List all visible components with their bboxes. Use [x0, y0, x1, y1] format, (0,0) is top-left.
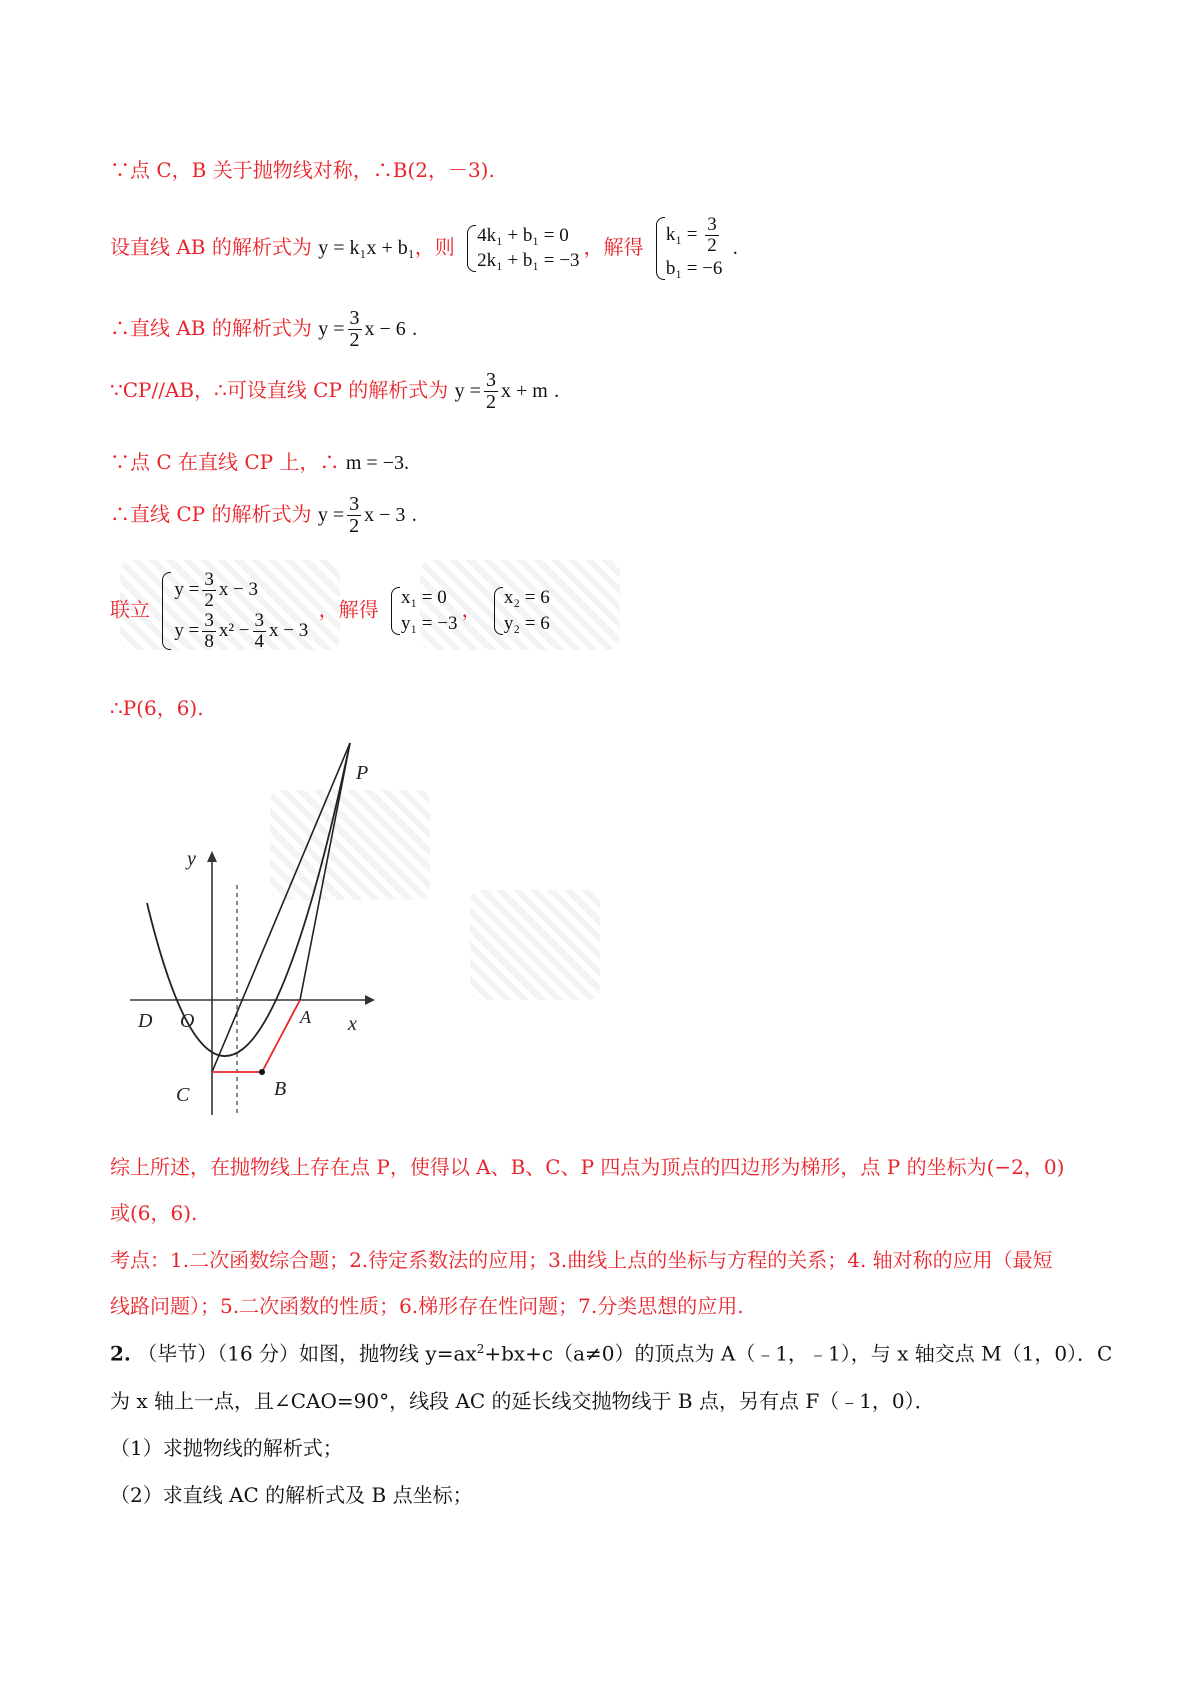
equation-row — [174, 570, 308, 611]
parabola-figure — [110, 735, 410, 1125]
line-ap — [300, 743, 350, 1000]
math-expression: x − 3 — [218, 578, 259, 600]
math-expression: x − 3 — [364, 504, 406, 526]
equation-row: 4k₁ + b₁ = 0 — [477, 224, 569, 246]
solution-line-3 — [110, 308, 417, 351]
conclusion-line-1 — [110, 1157, 1064, 1177]
solution-text: ∴直线 AB 的解析式为 — [110, 316, 312, 340]
solution-text: ，则 — [414, 234, 455, 259]
label-a: A — [300, 1007, 311, 1027]
numerator: 3 — [254, 609, 264, 631]
equation-system — [465, 223, 579, 274]
problem2-question-2 — [110, 1485, 473, 1505]
solution-text: ， — [461, 597, 482, 622]
numerator: 3 — [349, 307, 360, 329]
denominator: 4 — [254, 630, 264, 652]
solution-line-6 — [110, 494, 417, 537]
denominator: 2 — [707, 234, 717, 256]
solution-text: ，解得 — [583, 234, 644, 259]
conclusion-line-2 — [110, 1203, 197, 1223]
segment-ba — [262, 1000, 300, 1072]
math-expression: y = — [317, 504, 345, 526]
fraction — [202, 611, 216, 652]
label-x: x — [348, 1013, 357, 1035]
equation-row: b₁ = −6 — [665, 257, 723, 279]
fraction — [253, 611, 267, 652]
math-expression: . — [411, 504, 417, 526]
question-text: （2）求直线 AC 的解析式及 B 点坐标； — [110, 1483, 473, 1507]
conclusion-text: 综上所述，在抛物线上存在点 P，使得以 A、B、C、P 四点为顶点的四边形为梯形，点 P 的坐标为(−2，0) — [110, 1155, 1065, 1179]
kaodian-line-2 — [110, 1296, 744, 1316]
solution-line-5 — [110, 452, 409, 473]
math-expression: y = — [454, 380, 481, 402]
problem-text: +bx+c（a≠0）的顶点为 A（﹣1，﹣1），与 x 轴交点 M（1，0）．C — [484, 1341, 1113, 1366]
math-expression: . — [554, 380, 560, 402]
question-text: （1）求抛物线的解析式； — [110, 1436, 343, 1460]
point-b-dot — [259, 1069, 265, 1075]
math-expression: x² − — [218, 619, 250, 641]
solution-text: ，解得 — [318, 597, 379, 622]
solution-text: ∵点 C，B 关于抛物线对称，∴B(2，－3). — [110, 158, 495, 182]
kaodian-line-1 — [110, 1250, 1053, 1270]
denominator: 2 — [349, 515, 360, 537]
equation-row: 2k₁ + b₁ = −3 — [477, 250, 580, 272]
numerator: 3 — [349, 493, 360, 515]
solution-text: ∴P(6，6). — [110, 696, 204, 720]
math-expression: y = — [318, 318, 345, 340]
problem-text: （毕节）（16 分）如图，抛物线 y=ax — [137, 1341, 477, 1366]
equation-system — [389, 585, 458, 636]
math-expression: x − 3 — [269, 619, 309, 641]
numerator: 3 — [204, 609, 214, 631]
math-expression: y = — [174, 619, 200, 641]
math-expression: . — [403, 452, 409, 474]
numerator: 3 — [485, 369, 496, 391]
label-p: P — [356, 762, 369, 784]
kaodian-text: 线路问题）；5.二次函数的性质；6.梯形存在性问题；7.分类思想的应用. — [110, 1294, 744, 1318]
label-c: C — [176, 1084, 190, 1106]
denominator: 2 — [485, 391, 496, 413]
math-expression: y = — [174, 578, 200, 600]
solution-text: 设直线 AB 的解析式为 — [110, 234, 312, 259]
equation-row — [174, 611, 308, 652]
solution-line-1 — [110, 160, 495, 180]
equation-row: y₁ = −3 — [400, 612, 458, 634]
solution-text: 联立 — [110, 597, 150, 622]
equation-system — [492, 585, 550, 636]
solution-text: ∴直线 CP 的解析式为 — [110, 502, 312, 526]
equation-row: x₁ = 0 — [400, 587, 447, 609]
problem2-question-1 — [110, 1438, 343, 1458]
solution-line-2 — [110, 215, 738, 282]
equation-row: x₂ = 6 — [503, 587, 550, 609]
label-o: O — [180, 1010, 195, 1032]
fraction — [484, 370, 498, 413]
fraction — [705, 215, 719, 256]
solution-text: ∵CP//AB，∴可设直线 CP 的解析式为 — [110, 378, 449, 402]
fraction — [202, 570, 216, 611]
numerator: 3 — [707, 214, 717, 235]
math-expression: y = k₁x + b₁ — [318, 236, 415, 259]
exponent: 2 — [476, 1342, 485, 1356]
math-expression: . — [732, 236, 738, 259]
equation-system — [160, 570, 308, 652]
fraction — [347, 494, 361, 537]
conclusion-text: 或(6，6). — [110, 1201, 198, 1225]
math-expression: . — [412, 318, 418, 340]
kaodian-text: 考点：1.二次函数综合题；2.待定系数法的应用；3.曲线上点的坐标与方程的关系；4. 轴对称的应用（最短 — [110, 1248, 1053, 1272]
fraction — [348, 308, 362, 351]
equation-row: y₂ = 6 — [503, 612, 550, 634]
problem2-line-2 — [110, 1391, 935, 1411]
numerator: 3 — [204, 569, 214, 590]
x-axis-arrow — [365, 995, 375, 1005]
math-expression: k₁ = — [665, 223, 698, 245]
equation-system — [654, 215, 723, 282]
denominator: 2 — [204, 589, 214, 611]
label-d: D — [138, 1010, 153, 1032]
solution-line-4 — [110, 370, 559, 413]
math-expression: x − 6 — [364, 318, 406, 340]
problem-number: 2. — [110, 1341, 131, 1366]
denominator: 2 — [349, 329, 360, 351]
label-y: y — [187, 848, 196, 870]
equation-row — [666, 215, 723, 256]
line-cp — [212, 743, 350, 1072]
problem-text: 为 x 轴上一点，且∠CAO=90°，线段 AC 的延长线交抛物线于 B 点，另有点 F（﹣1，0）． — [110, 1389, 935, 1413]
y-axis-arrow — [207, 851, 217, 862]
label-b: B — [274, 1078, 287, 1100]
problem2-line-1 — [110, 1343, 1112, 1364]
watermark — [470, 890, 600, 1000]
math-expression: m = −3 — [345, 452, 404, 474]
solution-text: ∵点 C 在直线 CP 上，∴ — [110, 450, 340, 474]
solution-line-8 — [110, 698, 204, 718]
denominator: 8 — [204, 630, 214, 652]
math-expression: x + m — [500, 380, 548, 402]
solution-line-7 — [110, 570, 554, 652]
